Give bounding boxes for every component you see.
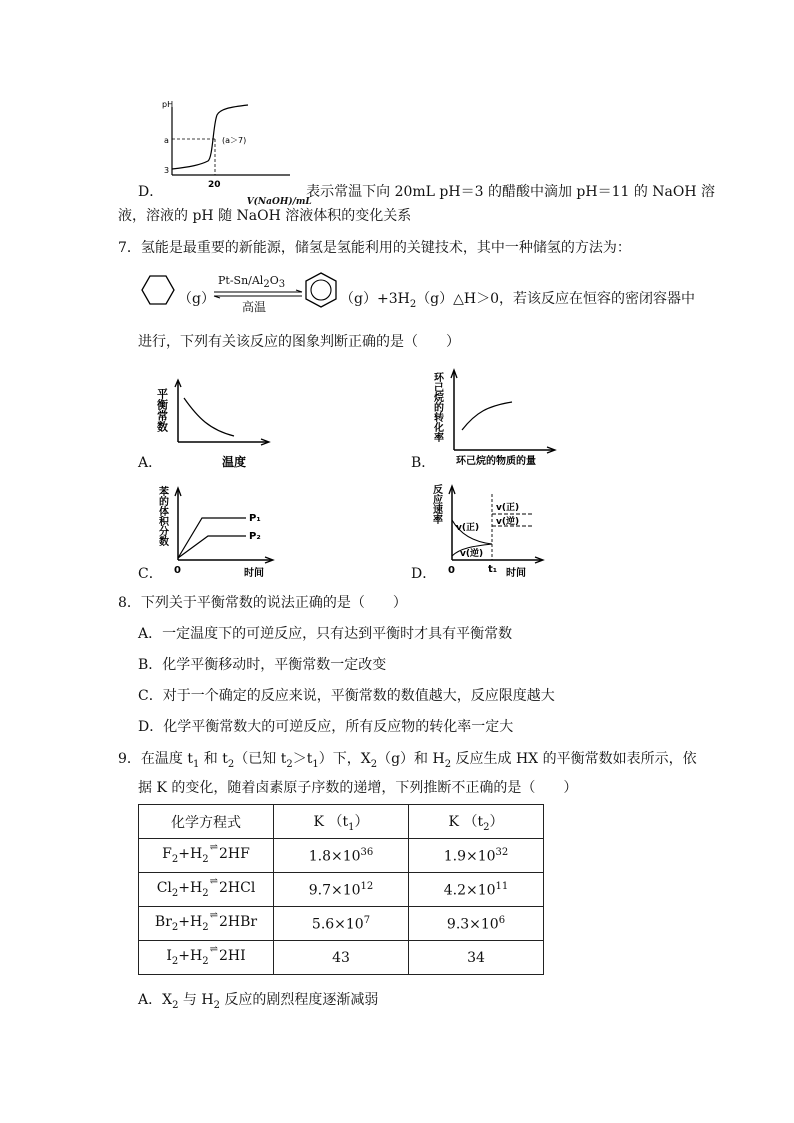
q8-option-b: B．化学平衡移动时，平衡常数一定改变 [138, 657, 387, 673]
tick-20: 20 [208, 180, 221, 190]
table-cell-equation: $Br_2+H_2\rightleftharpoons 2HBr$ [139, 907, 274, 941]
graph-b [432, 366, 562, 471]
table-cell: $4.2\times 10^{11}$ [409, 873, 544, 907]
graph-c-xlabel: 时间 [244, 568, 264, 579]
graph-c-ylabel: 苯的体积分数 [156, 486, 168, 546]
q8-option-c: C．对于一个确定的反应来说，平衡常数的数值越大，反应限度越大 [138, 688, 555, 704]
table-cell: $1.8\times 10^{36}$ [274, 839, 409, 873]
table-cell-equation: $F_2+H_2\rightleftharpoons 2HF$ [139, 839, 274, 873]
table-row [139, 907, 544, 941]
table-row [139, 941, 544, 975]
graph-c-line-p1 [178, 518, 246, 558]
table-header-cell: K $(t_2)$ [409, 805, 544, 839]
q7-catalyst: $Pt-Sn/Al_2O_3$ [218, 274, 286, 291]
graph-c-p2: P₂ [249, 531, 261, 542]
graph-a-xlabel: 温度 [222, 455, 247, 469]
graph-a-letter: A． [138, 455, 163, 471]
q9-option-a: A．$X_2$ 与 $H_2$ 反应的剧烈程度逐渐减弱 [138, 992, 379, 1011]
q6-option-d-text-1: 表示常温下向 20mL pH＝3 的醋酸中滴加 pH＝11 的 NaOH 溶 [306, 184, 716, 200]
table-header-cell: 化学方程式 [139, 805, 274, 839]
q9-stem-line2: 据 K 的变化，随着卤素原子序数的递增，下列推断不正确的是（ ） [138, 780, 578, 796]
graph-d-ylabel: 反应速率 [430, 484, 442, 524]
q9-stem-line1: 9．在温度 $t_1$ 和 $t_2$（已知 $t_2>t_1$）下，$X_2(g)$和 $H_2$ 反应生成 HX 的平衡常数如表所示，依 [118, 751, 697, 770]
table-header-row [139, 805, 544, 839]
table-row [139, 839, 544, 873]
graph-c [156, 482, 280, 582]
tick-a: a [164, 136, 169, 145]
graph-d-vrev2: v(逆) [496, 517, 520, 527]
table-cell: 34 [409, 941, 544, 975]
q7-reaction-arrow [212, 274, 304, 314]
benzene-structure [302, 270, 340, 310]
tick-3: 3 [164, 166, 170, 175]
q7-equation-rest: $(g)+3H_2(g)\triangle H>0$，若该反应在恒容的密闭容器中 [340, 291, 696, 310]
graph-d-vfwd2: v(正) [496, 503, 520, 513]
table-cell: 43 [274, 941, 409, 975]
table-cell-equation: $I_2+H_2\rightleftharpoons 2HI$ [139, 941, 274, 975]
graph-b-ylabel: 环己烷的转化率 [431, 372, 443, 442]
graph-c-origin: 0 [174, 565, 181, 576]
graph-c-letter: C． [138, 566, 163, 582]
equilibrium-arrows-icon [212, 290, 304, 298]
graph-c-p1: P₁ [249, 513, 261, 524]
graph-b-xlabel: 环己烷的物质的量 [456, 456, 536, 467]
graph-a [155, 378, 280, 473]
q6-option-d-letter: D． [138, 184, 164, 200]
x-axis-label: V(NaOH)/mL [246, 197, 312, 207]
q8-option-a: A．一定温度下的可逆反应，只有达到平衡时才具有平衡常数 [138, 626, 513, 642]
q7-condition: 高温 [242, 300, 267, 314]
graph-d-xlabel: 时间 [506, 568, 526, 579]
q7-line2: 进行，下列有关该反应的图象判断正确的是（ ） [138, 334, 460, 350]
table-cell: $9.3\times 10^6$ [409, 907, 544, 941]
q7-stem: 7．氢能是最重要的新能源，储氢是氢能利用的关键技术，其中一种储氢的方法为： [118, 240, 631, 256]
graph-d-origin: 0 [448, 565, 455, 576]
graph-a-curve [184, 398, 234, 436]
q8-stem: 8．下列关于平衡常数的说法正确的是（ ） [118, 595, 407, 611]
graph-d [430, 480, 550, 582]
graph-d-letter: D． [411, 566, 437, 582]
graph-c-line-p2 [178, 536, 246, 558]
table-cell-equation: $Cl_2+H_2\rightleftharpoons 2HCl$ [139, 873, 274, 907]
graph-a-ylabel: 平衡常数 [155, 388, 169, 432]
equilibrium-constant-table [138, 804, 544, 975]
table-row [139, 873, 544, 907]
q8-option-d: D．化学平衡常数大的可逆反应，所有反应物的转化率一定大 [138, 719, 514, 735]
table-header-cell: K $(t_1)$ [274, 805, 409, 839]
q6-option-d-line1 [138, 183, 716, 207]
graph-b-letter: B． [411, 455, 436, 471]
table-cell: $1.9\times 10^{32}$ [409, 839, 544, 873]
table-cell: $9.7\times 10^{12}$ [274, 873, 409, 907]
cyclohexane-structure [138, 272, 178, 308]
graph-b-curve [462, 402, 512, 430]
annotation: (a＞7) [222, 136, 247, 145]
table-cell: $5.6\times 10^7$ [274, 907, 409, 941]
graph-d-vfwd: v(正) [456, 523, 480, 533]
q7-reactant-phase: （g） [178, 291, 215, 307]
graph-d-vrev: v(逆) [460, 549, 484, 559]
y-axis-label: pH [162, 100, 174, 109]
graph-d-t1: t₁ [488, 564, 498, 575]
titration-curve-graph [140, 95, 300, 195]
q6-option-d-line2: 液，溶液的 pH 随 NaOH 溶液体积的变化关系 [118, 208, 412, 224]
